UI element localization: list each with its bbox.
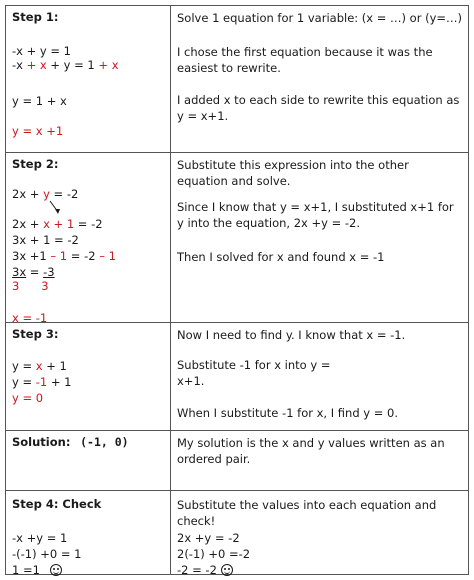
arrow-icon — [48, 200, 62, 216]
explanation-text: Then I solved for x and found x = -1 — [177, 250, 385, 264]
equation-text: + y = 1 — [46, 58, 99, 72]
explanation-text: Now I need to find y. I know that x = -1. — [177, 328, 406, 342]
equation-line — [12, 375, 72, 389]
highlighted-term: y — [43, 187, 50, 201]
equation-text: -(-1) +0 = 1 — [12, 547, 82, 561]
equation-text: + 1 — [42, 359, 67, 373]
equation-text: -3 — [43, 265, 55, 279]
row-divider — [6, 322, 468, 323]
highlighted-term: – 1 — [99, 249, 116, 263]
equation-text: y = — [12, 359, 36, 373]
step-label: Step 4: Check — [12, 497, 102, 511]
row-divider — [6, 430, 468, 431]
equation-line — [12, 311, 47, 325]
explanation-text: I chose the first equation because it was the easiest to rewrite. — [177, 45, 433, 75]
row-divider — [6, 490, 468, 491]
explanation-text: I added x to each side to rewrite this equation as y = x+1. — [177, 93, 460, 123]
equation-text: 3x + 1 = -2 — [12, 233, 79, 247]
highlighted-term: + x — [26, 58, 47, 72]
highlighted-term: – 1 — [50, 249, 68, 263]
check-line — [177, 563, 233, 577]
equation-line — [12, 124, 63, 138]
equation-line — [12, 94, 67, 108]
solution-label — [12, 435, 129, 449]
equation-line — [12, 187, 78, 201]
check-equation: -2 = -2 — [177, 563, 217, 577]
equation-line — [12, 279, 49, 293]
equation-text: = -2 — [67, 249, 100, 263]
highlighted-term: x — [35, 359, 43, 373]
equation-text: = — [26, 265, 44, 279]
equation-text — [19, 279, 41, 293]
equation-text: y = 1 + x — [12, 94, 67, 108]
explanation-text: When I substitute -1 for x, I find y = 0. — [177, 406, 399, 420]
equation-text: + 1 — [47, 375, 72, 389]
step-label: Solution: — [12, 435, 71, 449]
check-equation: 2(-1) +0 =-2 — [177, 547, 251, 561]
equation-text: y = — [12, 375, 36, 389]
step-label: Step 2: — [12, 157, 59, 171]
solution-value: (-1, 0) — [80, 435, 129, 449]
check-line — [12, 563, 62, 577]
explanation-text: Substitute this expression into the other equation and solve. — [177, 158, 409, 188]
explanation-text: Substitute the values into each equation and check! — [177, 498, 437, 528]
highlighted-term: x + 1 — [43, 217, 75, 231]
smiley-icon — [50, 564, 62, 576]
explanation-text: My solution is the x and y values written as an ordered pair. — [177, 436, 445, 466]
equation-line — [12, 58, 119, 72]
equation-line — [12, 563, 40, 577]
highlighted-term: x = -1 — [12, 311, 48, 325]
highlighted-term: + x — [98, 58, 119, 72]
equation-line — [12, 217, 103, 231]
highlighted-term: 3 — [12, 279, 20, 293]
column-divider — [170, 6, 171, 574]
step-label: Step 1: — [12, 10, 59, 24]
equation-text: -x +y = 1 — [12, 531, 68, 545]
equation-line — [12, 391, 43, 405]
equation-line — [12, 265, 55, 279]
highlighted-term: -1 — [35, 375, 48, 389]
equation-line — [12, 44, 71, 58]
equation-text: -x — [12, 58, 27, 72]
equation-text: 2x + — [12, 217, 44, 231]
equation-line — [12, 359, 67, 373]
equation-text: 3x — [12, 265, 27, 279]
equation-text: = -2 — [74, 217, 103, 231]
worksheet-table — [5, 5, 469, 575]
explanation-text: Substitute -1 for x into y = x+1. — [177, 358, 331, 388]
equation-text: 2x + — [12, 187, 44, 201]
highlighted-term: y = x +1 — [12, 124, 64, 138]
step-label: Step 3: — [12, 327, 59, 341]
row-divider — [6, 152, 468, 153]
highlighted-term: 3 — [41, 279, 49, 293]
highlighted-term: y = 0 — [12, 391, 44, 405]
equation-text: = -2 — [49, 187, 79, 201]
equation-line — [12, 233, 79, 247]
check-equation: 2x +y = -2 — [177, 531, 240, 545]
explanation-text: Solve 1 equation for 1 variable: (x = …) or (y=…) — [177, 11, 463, 25]
equation-text: -x + y = 1 — [12, 44, 71, 58]
equation-line — [12, 531, 67, 545]
equation-line — [12, 249, 116, 263]
equation-text: 3x +1 — [12, 249, 51, 263]
equation-text: 1 =1 — [12, 563, 40, 577]
equation-line — [12, 547, 81, 561]
explanation-text: Since I know that y = x+1, I substituted x+1 for y into the equation, 2x +y = -2. — [177, 200, 454, 230]
smiley-icon — [221, 564, 233, 576]
